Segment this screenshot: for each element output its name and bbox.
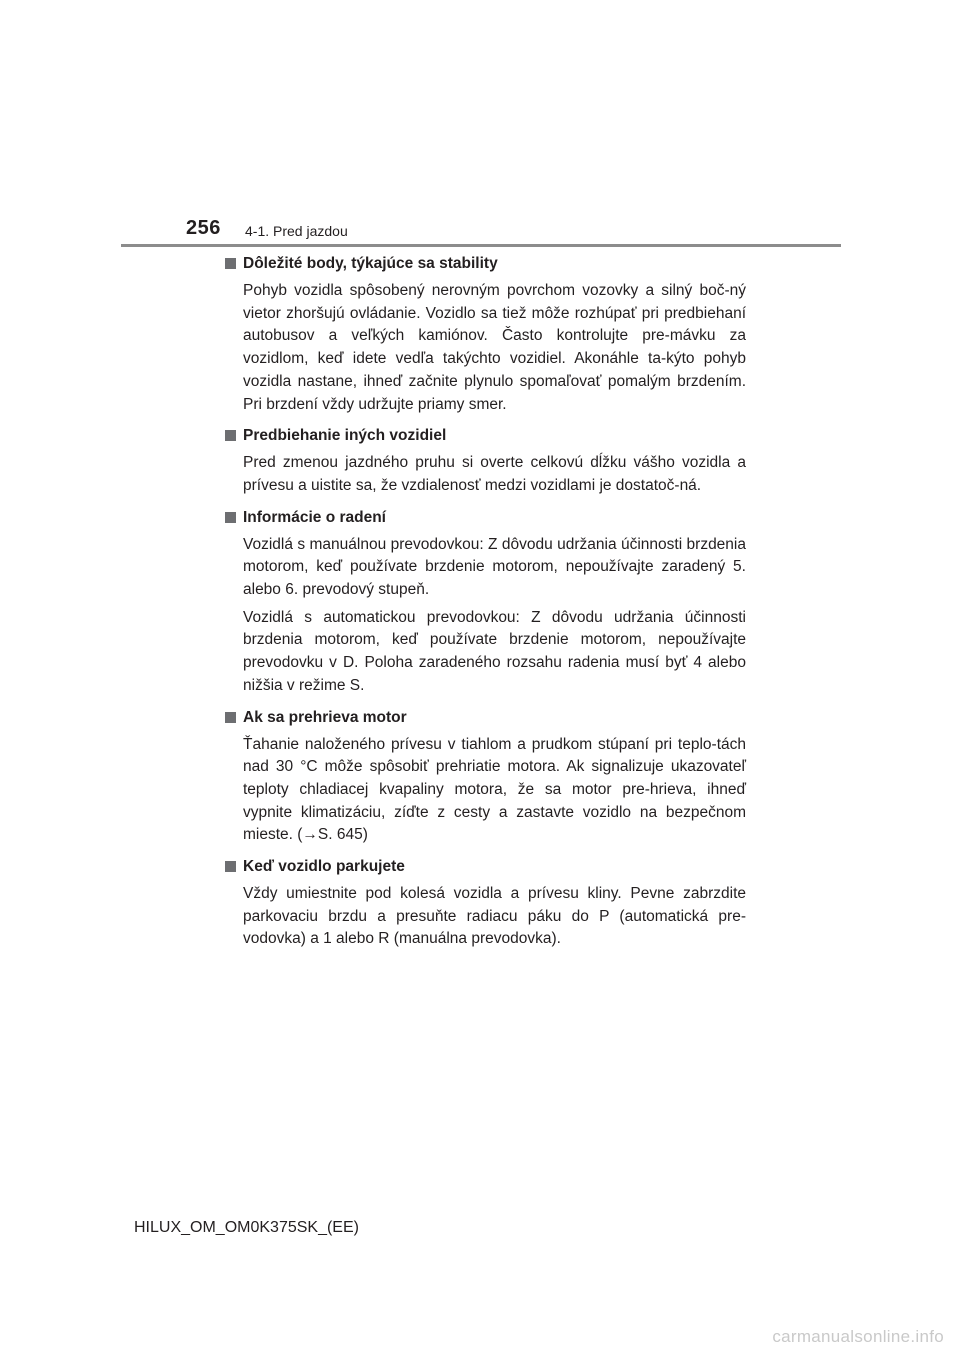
paragraph: Vždy umiestnite pod kolesá vozidla a prívesu kliny. Pevne zabrzdite parkovaciu brzdu a presuňte radiacu páku do P (automatická pre-vodovka) a 1 alebo R (manuálna prevodovka). xyxy=(243,885,746,948)
square-bullet-icon xyxy=(225,861,236,872)
section-heading xyxy=(224,855,746,878)
section-heading-text: Dôležité body, týkajúce sa stability xyxy=(243,255,498,272)
paragraph: Vozidlá s manuálnou prevodovkou: Z dôvodu udržania účinnosti brzdenia motorom, keď používate brzdenie motorom, nepoužívajte zaradený 5. alebo 6. prevodový stupeň. xyxy=(243,535,746,599)
square-bullet-icon xyxy=(225,712,236,723)
document-code: HILUX_OM_OM0K375SK_(EE) xyxy=(134,1219,359,1236)
page-content xyxy=(224,252,746,959)
section-overheating xyxy=(224,706,746,848)
square-bullet-icon xyxy=(225,512,236,523)
paragraph: Pred zmenou jazdného pruhu si overte celkovú dĺžku vášho vozidla a prívesu a uistite sa, že vzdialenosť medzi vozidlami je dostatoč-ná. xyxy=(243,454,746,494)
section-heading xyxy=(224,252,746,275)
section-heading xyxy=(224,424,746,447)
section-heading-text: Ak sa prehrieva motor xyxy=(243,708,407,726)
square-bullet-icon xyxy=(225,258,236,269)
section-heading xyxy=(224,706,746,729)
paragraph: Pohyb vozidla spôsobený nerovným povrchom vozovky a silný boč-ný vietor zhoršujú ovládanie. Vozidlo sa tiež môže rozhúpať pri predbiehaní autobusov a veľkých kamiónov. Často kontrolujte pre-mávku za vozidlom, keď idete vedľa takýchto vozidiel. Akonáhle ta-kýto pohyb vozidla nastane, ihneď začnite plynulo spomaľovať pomalým brzdením. Pri brzdení vždy udržujte priamy smer. xyxy=(243,282,746,413)
section-heading-text: Keď vozidlo parkujete xyxy=(243,858,405,876)
watermark: carmanualsonline.info xyxy=(772,1327,944,1346)
paragraph: Vozidlá s automatickou prevodovkou: Z dôvodu udržania účinnosti brzdenia motorom, keď používate brzdenie motorom, nepoužívajte prevodovku v D. Poloha zaradeného rozsahu radenia musí byť 4 alebo nižšia v režime S. xyxy=(243,608,746,694)
section-overtaking xyxy=(224,424,746,497)
section-shifting xyxy=(224,506,746,698)
section-title: 4-1. Pred jazdou xyxy=(245,223,348,239)
section-parking xyxy=(224,855,746,951)
header-divider xyxy=(121,244,841,247)
section-heading-text: Predbiehanie iných vozidiel xyxy=(243,427,447,445)
page-header xyxy=(0,0,960,248)
page-number: 256 xyxy=(186,217,221,239)
square-bullet-icon xyxy=(225,430,236,441)
section-stability xyxy=(224,252,746,416)
paragraph: Ťahanie naloženého prívesu v tiahlom a prudkom stúpaní pri teplo-tách nad 30 °C môže spôsobiť prehriatie motora. Ak signalizuje ukazovateľ teploty chladiacej kvapaliny motora, že sa motor pre-hrieva, ihneď vypnite klimatizáciu, zíďte z cesty a zastavte vozidlo na bezpečnom mieste. (→S. 645) xyxy=(243,735,746,844)
section-heading xyxy=(224,506,746,529)
section-heading-text: Informácie o radení xyxy=(243,508,386,526)
